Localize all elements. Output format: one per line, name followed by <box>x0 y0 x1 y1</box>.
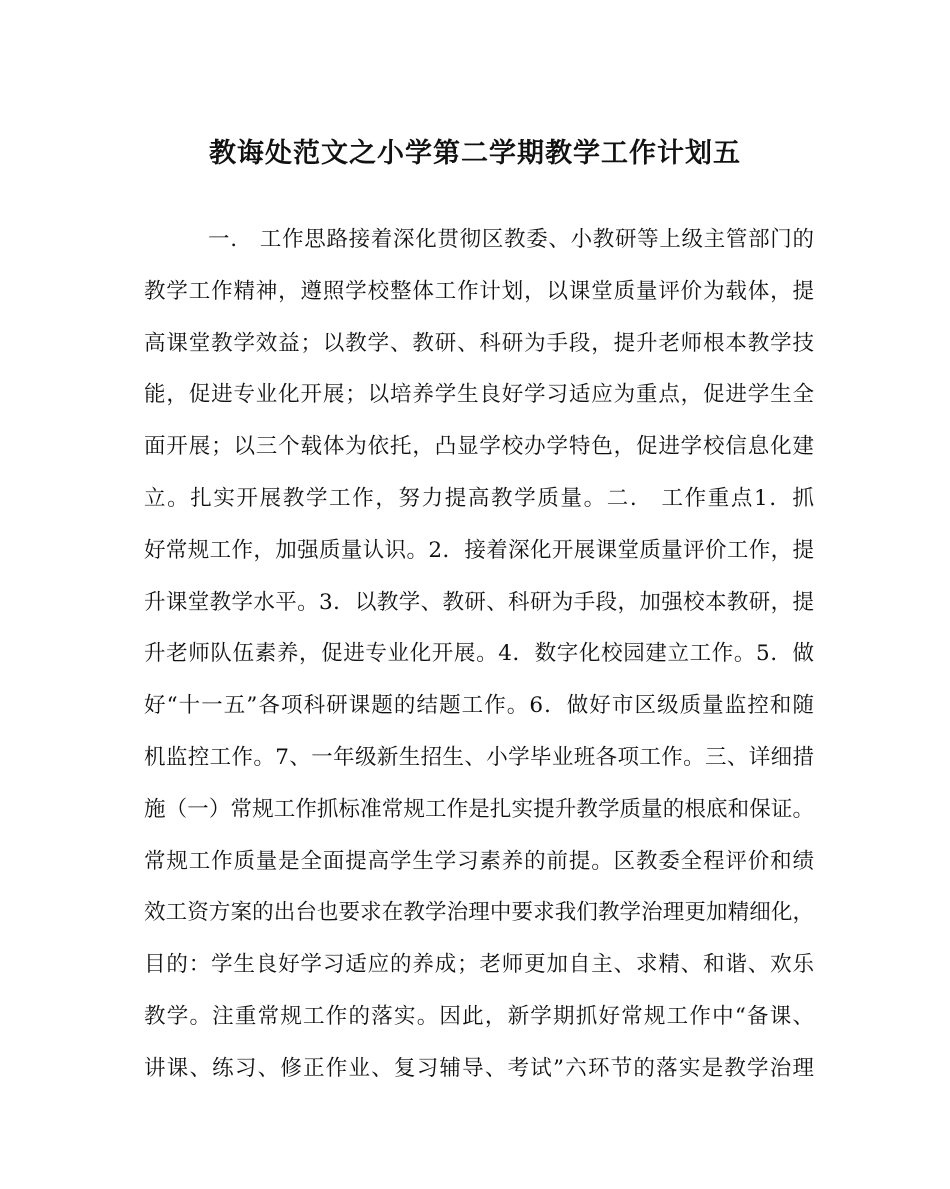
body-line: 高课堂教学效益；以教学、教研、科研为手段，提升老师根本教学技 <box>144 330 814 356</box>
body-line: 教学工作精神，遵照学校整体工作计划，以课堂质量评价为载体，提 <box>144 278 814 304</box>
document-title: 教诲处范文之小学第二学期教学工作计划五 <box>209 138 741 169</box>
body-line: 机监控工作。7、一年级新生招生、小学毕业班各项工作。三、详细措 <box>144 744 814 770</box>
body-line: 教学。注重常规工作的落实。因此，新学期抓好常规工作中“备课、 <box>144 1003 814 1029</box>
body-line: 面开展；以三个载体为依托，凸显学校办学特色，促进学校信息化建 <box>144 434 814 460</box>
body-line: 立。扎实开展教学工作，努力提高教学质量。二. 工作重点1．抓 <box>144 485 814 511</box>
body-line: 常规工作质量是全面提高学生学习素养的前提。区教委全程评价和绩 <box>144 848 814 874</box>
body-line: 好“十一五”各项科研课题的结题工作。6．做好市区级质量监控和随 <box>144 693 814 719</box>
body-line: 讲课、练习、修正作业、复习辅导、考试”六环节的落实是教学治理 <box>144 1055 814 1081</box>
body-line: 能，促进专业化开展；以培养学生良好学习适应为重点，促进学生全 <box>144 382 814 408</box>
body-line: 升老师队伍素养，促进专业化开展。4．数字化校园建立工作。5．做 <box>144 641 814 667</box>
body-line: 一. 工作思路接着深化贯彻区教委、小教研等上级主管部门的 <box>208 227 814 252</box>
document-body <box>144 220 814 1101</box>
body-line: 施（一）常规工作抓标准常规工作是扎实提升教学质量的根底和保证。 <box>144 796 814 822</box>
body-line: 效工资方案的出台也要求在教学治理中要求我们教学治理更加精细化， <box>144 900 814 926</box>
body-line: 升课堂教学水平。3．以教学、教研、科研为手段，加强校本教研，提 <box>144 589 814 615</box>
body-line: 目的：学生良好学习适应的养成；老师更加自主、求精、和谐、欢乐 <box>144 952 814 978</box>
body-line: 好常规工作，加强质量认识。2．接着深化开展课堂质量评价工作，提 <box>144 537 814 563</box>
